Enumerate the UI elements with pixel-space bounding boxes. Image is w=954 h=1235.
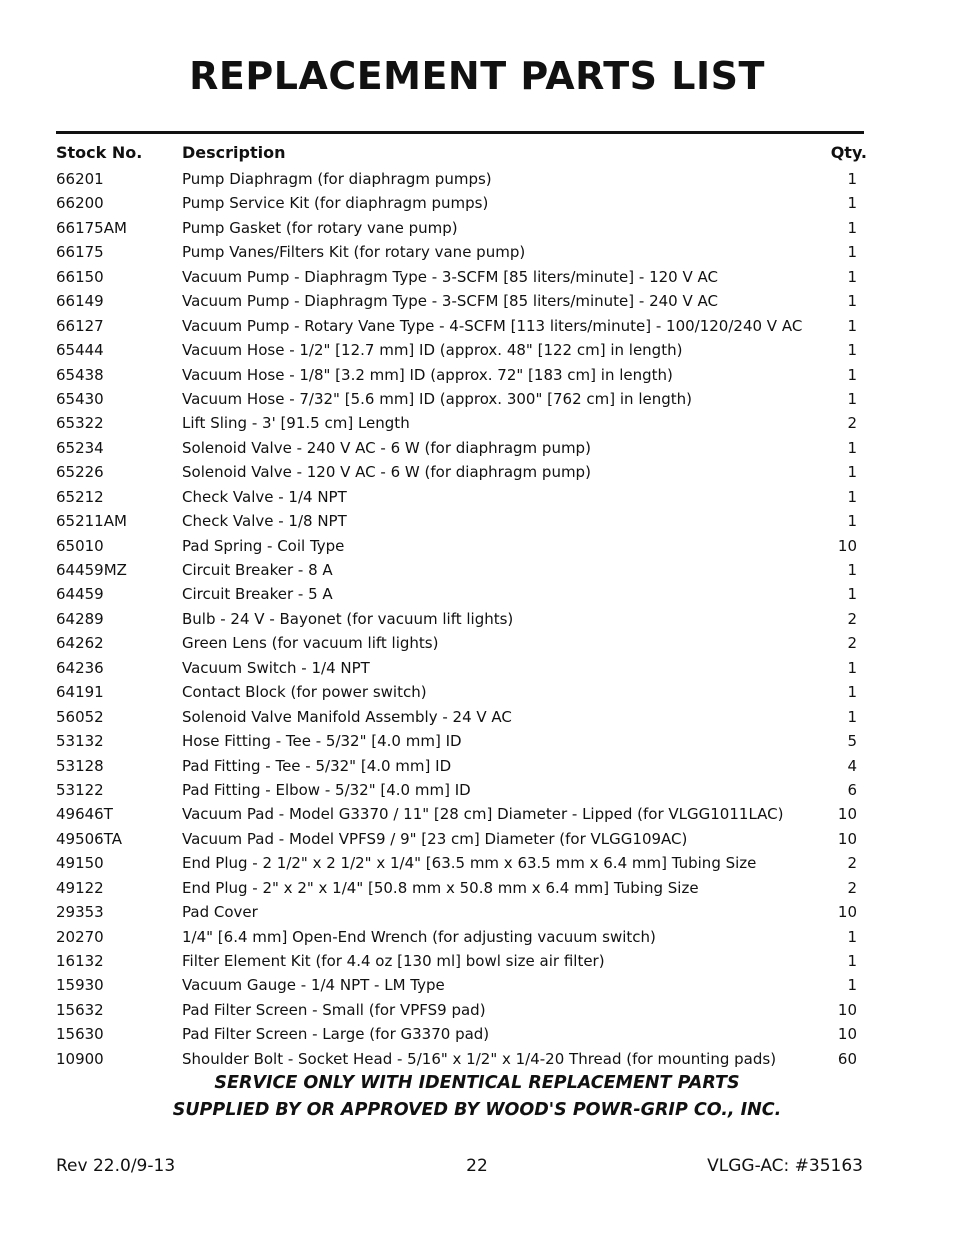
part-description: Solenoid Valve - 240 V AC - 6 W (for diaphragm pump) xyxy=(182,438,591,457)
table-row xyxy=(0,729,954,753)
table-row xyxy=(0,582,954,606)
stock-number: 15930 xyxy=(56,976,104,995)
part-description: Vacuum Hose - 1/8" [3.2 mm] ID (approx. 72" [183 cm] in length) xyxy=(182,365,673,384)
stock-number: 65234 xyxy=(56,438,104,457)
part-quantity: 2 xyxy=(847,634,857,653)
part-quantity: 5 xyxy=(847,732,857,751)
part-quantity: 1 xyxy=(847,487,857,506)
part-description: Pump Vanes/Filters Kit (for rotary vane pump) xyxy=(182,243,526,262)
table-row xyxy=(0,754,954,778)
stock-number: 64459 xyxy=(56,585,104,604)
part-quantity: 10 xyxy=(837,536,857,555)
part-description: Vacuum Pad - Model VPFS9 / 9" [23 cm] Diameter (for VLGG109AC) xyxy=(182,829,688,848)
part-description: Pad Fitting - Elbow - 5/32" [4.0 mm] ID xyxy=(182,780,471,799)
stock-number: 49150 xyxy=(56,854,104,873)
part-quantity: 1 xyxy=(847,243,857,262)
stock-number: 65010 xyxy=(56,536,104,555)
table-row xyxy=(0,411,954,435)
table-row xyxy=(0,973,954,997)
part-quantity: 10 xyxy=(837,903,857,922)
table-row xyxy=(0,949,954,973)
stock-number: 49506TA xyxy=(56,829,122,848)
stock-number: 66175 xyxy=(56,243,104,262)
part-quantity: 10 xyxy=(837,1025,857,1044)
column-header-qty: Qty. xyxy=(830,143,867,162)
part-quantity: 1 xyxy=(847,658,857,677)
part-quantity: 1 xyxy=(847,194,857,213)
page-title: REPLACEMENT PARTS LIST xyxy=(189,54,765,98)
stock-number: 65430 xyxy=(56,389,104,408)
table-row xyxy=(0,363,954,387)
stock-number: 49122 xyxy=(56,878,104,897)
part-quantity: 1 xyxy=(847,927,857,946)
part-description: Vacuum Hose - 1/2" [12.7 mm] ID (approx. 48" [122 cm] in length) xyxy=(182,341,683,360)
service-notice-line-1: SERVICE ONLY WITH IDENTICAL REPLACEMENT PARTS xyxy=(214,1073,740,1093)
table-row xyxy=(0,851,954,875)
table-row xyxy=(0,925,954,949)
stock-number: 53128 xyxy=(56,756,104,775)
part-description: Pad Filter Screen - Small (for VPFS9 pad) xyxy=(182,1000,486,1019)
table-row xyxy=(0,778,954,802)
part-description: Shoulder Bolt - Socket Head - 5/16" x 1/2" x 1/4-20 Thread (for mounting pads) xyxy=(182,1049,777,1068)
table-row xyxy=(0,656,954,680)
part-description: Bulb - 24 V - Bayonet (for vacuum lift lights) xyxy=(182,609,514,628)
revision-label: Rev 22.0/9-13 xyxy=(56,1156,176,1176)
part-quantity: 2 xyxy=(847,878,857,897)
stock-number: 56052 xyxy=(56,707,104,726)
part-quantity: 2 xyxy=(847,609,857,628)
part-quantity: 1 xyxy=(847,218,857,237)
page-number: 22 xyxy=(466,1156,488,1176)
part-quantity: 1 xyxy=(847,316,857,335)
part-description: Check Valve - 1/8 NPT xyxy=(182,512,347,531)
table-row xyxy=(0,802,954,826)
part-quantity: 1 xyxy=(847,707,857,726)
part-description: Circuit Breaker - 5 A xyxy=(182,585,333,604)
table-row xyxy=(0,900,954,924)
part-quantity: 4 xyxy=(847,756,857,775)
stock-number: 29353 xyxy=(56,903,104,922)
stock-number: 49646T xyxy=(56,805,113,824)
part-quantity: 1 xyxy=(847,976,857,995)
table-row xyxy=(0,1047,954,1071)
part-quantity: 1 xyxy=(847,585,857,604)
table-row xyxy=(0,876,954,900)
header-rule xyxy=(56,131,864,134)
table-row xyxy=(0,338,954,362)
part-description: Filter Element Kit (for 4.4 oz [130 ml] bowl size air filter) xyxy=(182,952,605,970)
part-quantity: 1 xyxy=(847,389,857,408)
table-row xyxy=(0,1022,954,1046)
stock-number: 53132 xyxy=(56,732,104,751)
part-quantity: 10 xyxy=(837,829,857,848)
part-description: Circuit Breaker - 8 A xyxy=(182,561,333,579)
column-header-description: Description xyxy=(182,143,286,162)
part-quantity: 1 xyxy=(847,267,857,286)
part-description: Vacuum Pump - Diaphragm Type - 3-SCFM [85 liters/minute] - 120 V AC xyxy=(182,267,718,286)
part-quantity: 1 xyxy=(847,512,857,531)
part-quantity: 1 xyxy=(847,438,857,457)
stock-number: 66200 xyxy=(56,194,104,213)
stock-number: 66175AM xyxy=(56,218,127,237)
part-description: Pad Cover xyxy=(182,903,258,922)
part-description: Lift Sling - 3' [91.5 cm] Length xyxy=(182,414,410,433)
table-row xyxy=(0,827,954,851)
table-row xyxy=(0,558,954,582)
stock-number: 15630 xyxy=(56,1025,104,1044)
table-row xyxy=(0,314,954,338)
table-row xyxy=(0,534,954,558)
stock-number: 10900 xyxy=(56,1049,104,1068)
table-row xyxy=(0,460,954,484)
part-quantity: 1 xyxy=(847,683,857,702)
stock-number: 53122 xyxy=(56,780,104,799)
table-row xyxy=(0,387,954,411)
part-description: Solenoid Valve - 120 V AC - 6 W (for diaphragm pump) xyxy=(182,463,591,482)
stock-number: 66201 xyxy=(56,170,104,188)
part-description: Pump Service Kit (for diaphragm pumps) xyxy=(182,194,489,213)
part-quantity: 1 xyxy=(847,561,857,579)
part-description: Vacuum Pump - Diaphragm Type - 3-SCFM [85 liters/minute] - 240 V AC xyxy=(182,292,718,311)
part-description: Vacuum Hose - 7/32" [5.6 mm] ID (approx. 300" [762 cm] in length) xyxy=(182,389,692,408)
part-description: Contact Block (for power switch) xyxy=(182,683,427,702)
part-description: Check Valve - 1/4 NPT xyxy=(182,487,347,506)
part-description: Vacuum Gauge - 1/4 NPT - LM Type xyxy=(182,976,445,995)
stock-number: 66127 xyxy=(56,316,104,335)
stock-number: 65212 xyxy=(56,487,104,506)
part-quantity: 1 xyxy=(847,292,857,311)
stock-number: 64236 xyxy=(56,658,104,677)
part-description: Vacuum Switch - 1/4 NPT xyxy=(182,658,370,677)
parts-table xyxy=(0,167,954,1071)
column-header-stock: Stock No. xyxy=(56,143,143,162)
table-row xyxy=(0,509,954,533)
part-quantity: 1 xyxy=(847,952,857,970)
table-row xyxy=(0,265,954,289)
stock-number: 65226 xyxy=(56,463,104,482)
stock-number: 66149 xyxy=(56,292,104,311)
part-description: Vacuum Pump - Rotary Vane Type - 4-SCFM [113 liters/minute] - 100/120/240 V AC xyxy=(182,316,803,335)
table-row xyxy=(0,216,954,240)
part-description: End Plug - 2" x 2" x 1/4" [50.8 mm x 50.8 mm x 6.4 mm] Tubing Size xyxy=(182,878,699,897)
part-quantity: 1 xyxy=(847,170,857,188)
part-description: Pad Filter Screen - Large (for G3370 pad) xyxy=(182,1025,490,1044)
table-header xyxy=(0,143,954,165)
part-description: Pad Spring - Coil Type xyxy=(182,536,345,555)
part-quantity: 1 xyxy=(847,463,857,482)
part-description: 1/4" [6.4 mm] Open-End Wrench (for adjusting vacuum switch) xyxy=(182,927,656,946)
table-row xyxy=(0,680,954,704)
stock-number: 15632 xyxy=(56,1000,104,1019)
table-row xyxy=(0,631,954,655)
service-notice-line-2: SUPPLIED BY OR APPROVED BY WOOD'S POWR-GRIP CO., INC. xyxy=(172,1100,782,1120)
table-row xyxy=(0,607,954,631)
part-description: Hose Fitting - Tee - 5/32" [4.0 mm] ID xyxy=(182,732,462,751)
part-description: Pump Diaphragm (for diaphragm pumps) xyxy=(182,170,492,188)
stock-number: 65444 xyxy=(56,341,104,360)
part-description: Vacuum Pad - Model G3370 / 11" [28 cm] Diameter - Lipped (for VLGG1011LAC) xyxy=(182,805,784,824)
stock-number: 20270 xyxy=(56,927,104,946)
part-description: Pump Gasket (for rotary vane pump) xyxy=(182,218,458,237)
part-description: Pad Fitting - Tee - 5/32" [4.0 mm] ID xyxy=(182,756,452,775)
stock-number: 64191 xyxy=(56,683,104,702)
table-row xyxy=(0,191,954,215)
stock-number: 64459MZ xyxy=(56,561,127,579)
part-quantity: 10 xyxy=(837,805,857,824)
stock-number: 65211AM xyxy=(56,512,127,531)
part-quantity: 2 xyxy=(847,414,857,433)
part-description: End Plug - 2 1/2" x 2 1/2" x 1/4" [63.5 mm x 63.5 mm x 6.4 mm] Tubing Size xyxy=(182,854,757,873)
table-row xyxy=(0,289,954,313)
part-quantity: 6 xyxy=(847,780,857,799)
table-row xyxy=(0,998,954,1022)
stock-number: 65322 xyxy=(56,414,104,433)
stock-number: 16132 xyxy=(56,952,104,970)
part-quantity: 60 xyxy=(837,1049,857,1068)
part-quantity: 10 xyxy=(837,1000,857,1019)
table-row xyxy=(0,167,954,191)
stock-number: 66150 xyxy=(56,267,104,286)
part-quantity: 2 xyxy=(847,854,857,873)
stock-number: 64262 xyxy=(56,634,104,653)
table-row xyxy=(0,240,954,264)
table-row xyxy=(0,485,954,509)
document-id: VLGG-AC: #35163 xyxy=(707,1156,863,1176)
part-quantity: 1 xyxy=(847,365,857,384)
part-description: Green Lens (for vacuum lift lights) xyxy=(182,634,439,653)
stock-number: 64289 xyxy=(56,609,104,628)
stock-number: 65438 xyxy=(56,365,104,384)
part-quantity: 1 xyxy=(847,341,857,360)
part-description: Solenoid Valve Manifold Assembly - 24 V AC xyxy=(182,707,512,726)
table-row xyxy=(0,705,954,729)
table-row xyxy=(0,436,954,460)
